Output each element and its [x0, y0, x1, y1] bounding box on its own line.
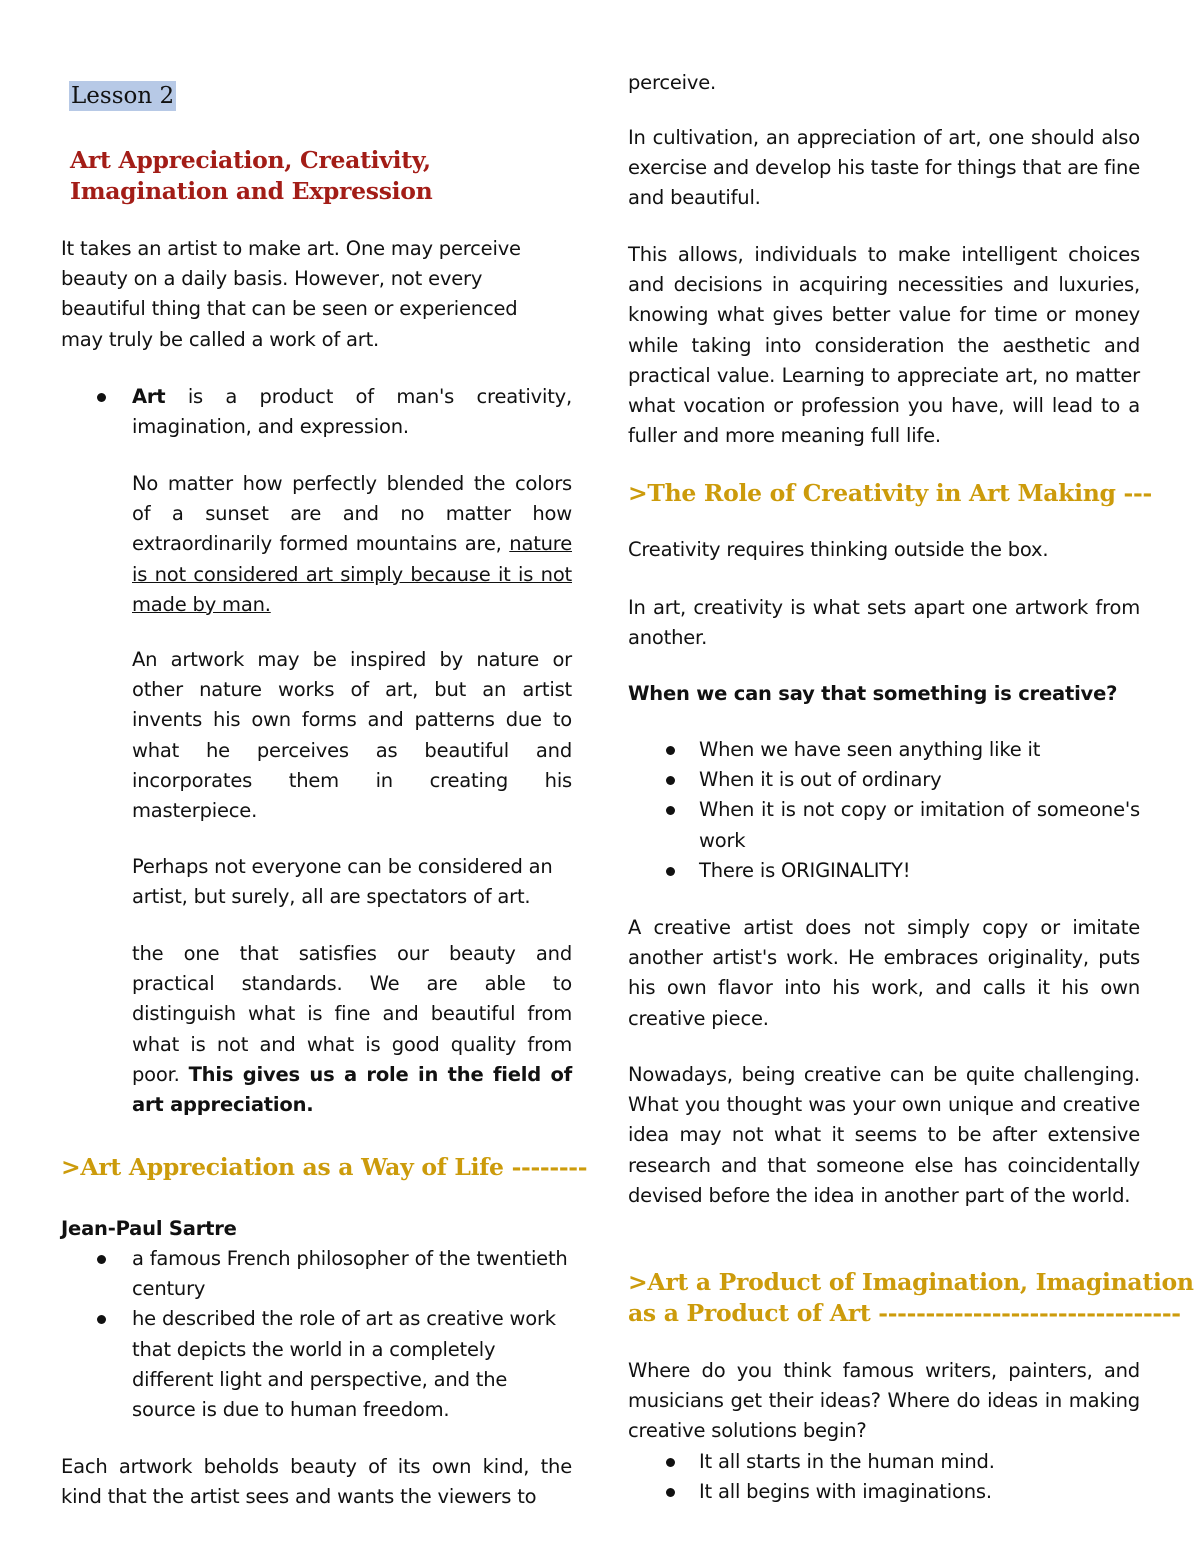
beholds-paragraph: Each artwork beholds beauty of its own kind, the kind that the artist sees and wants the viewers to [61, 1455, 572, 1509]
nowadays-paragraph: Nowadays, being creative can be quite challenging. What you thought was your own unique and creative idea may not what it seems to be after extensive research and that someone else has coincidentally devised before the idea in another part of the world. [628, 1063, 1140, 1207]
creative-artist-paragraph: A creative artist does not simply copy or imitate another artist's work. He embraces originality, puts his own flavor into his work, and calls it his own creative piece. [628, 916, 1140, 1030]
list-item: When it is out of ordinary [628, 765, 1140, 795]
allows-paragraph: This allows, individuals to make intelligent choices and decisions in acquiring necessities and luxuries, knowing what gives better value for time or money while taking into consideration the aesthetic and practical value. Learning to appreciate art, no matter what vocation or profession you have, will lead to a fuller and more meaning full life. [628, 243, 1140, 448]
art-definition-bullet [61, 382, 572, 442]
list-item: It all starts in the human mind. [628, 1447, 1140, 1477]
outside-box-paragraph: Creativity requires thinking outside the box. [628, 538, 1049, 561]
bullet-icon [666, 746, 675, 755]
role-statement: This gives us a role in the field of art appreciation. [132, 1062, 572, 1117]
art-definition: is a product of man's creativity, imagination, and expression. [132, 385, 572, 439]
nature-paragraph: No matter how perfectly blended the colors of a sunset are and no matter how extraordinarily formed mountains are, nature is not considered art simply because it is not made by man. [132, 472, 572, 616]
sartre-bullet-list [61, 1244, 572, 1425]
bullet-icon [97, 1255, 106, 1264]
standards-paragraph: the one that satisfies our beauty and practical standards. We are able to distinguish what is fine and beautiful from what is not and what is good quality from poor. This gives us a role in the field of art appreciation. [132, 942, 572, 1117]
sets-apart-paragraph: In art, creativity is what sets apart one artwork from another. [628, 596, 1140, 650]
bullet-icon [97, 393, 106, 402]
title-line-1: Art Appreciation, Creativity, [70, 146, 431, 174]
intro-paragraph: It takes an artist to make art. One may perceive beauty on a daily basis. However, not every beautiful thing that can be seen or experienced may truly be called a work of art. [61, 237, 521, 351]
document-title [61, 145, 572, 207]
creative-bullet-list [628, 735, 1140, 886]
cultivation-paragraph: In cultivation, an appreciation of art, one should also exercise and develop his taste for things that are fine and beautiful. [628, 126, 1140, 210]
list-item: It all begins with imaginations. [628, 1477, 1140, 1507]
inspired-paragraph: An artwork may be inspired by nature or other nature works of art, but an artist invents his own forms and patterns due to what he perceives as beautiful and incorporates them in creating his masterpiece. [132, 648, 572, 823]
lesson-label: Lesson 2 [71, 83, 175, 109]
imagination-heading: >Art a Product of Imagination, Imagination as a Product of Art -------------------------------- [628, 1268, 1194, 1327]
bullet-icon [666, 867, 675, 876]
spectators-paragraph: Perhaps not everyone can be considered an artist, but surely, all are spectators of art. [132, 855, 553, 909]
list-item: he described the role of art as creative work that depicts the world in a completely different light and perspective, and the source is due to human freedom. [61, 1304, 572, 1425]
list-item: There is ORIGINALITY! [628, 856, 1140, 886]
list-item: When it is not copy or imitation of someone's work [628, 795, 1140, 855]
title-line-2: Imagination and Expression [70, 177, 433, 205]
bullet-icon [666, 1458, 675, 1467]
sartre-name: Jean-Paul Sartre [61, 1217, 237, 1240]
list-item: When we have seen anything like it [628, 735, 1140, 765]
where-paragraph: Where do you think famous writers, painters, and musicians get their ideas? Where do ideas in making creative solutions begin? [628, 1359, 1140, 1443]
list-item: a famous French philosopher of the twentieth century [61, 1244, 572, 1304]
mind-bullet-list [628, 1447, 1140, 1507]
art-term: Art [132, 385, 166, 408]
way-of-life-heading: >Art Appreciation as a Way of Life -------- [61, 1153, 588, 1181]
creative-question: When we can say that something is creative? [628, 682, 1118, 705]
creativity-heading: >The Role of Creativity in Art Making --- [628, 479, 1152, 507]
perceive-continuation: perceive. [628, 71, 717, 94]
nature-underlined-statement: nature is not considered art simply because it is not made by man. [132, 532, 572, 616]
